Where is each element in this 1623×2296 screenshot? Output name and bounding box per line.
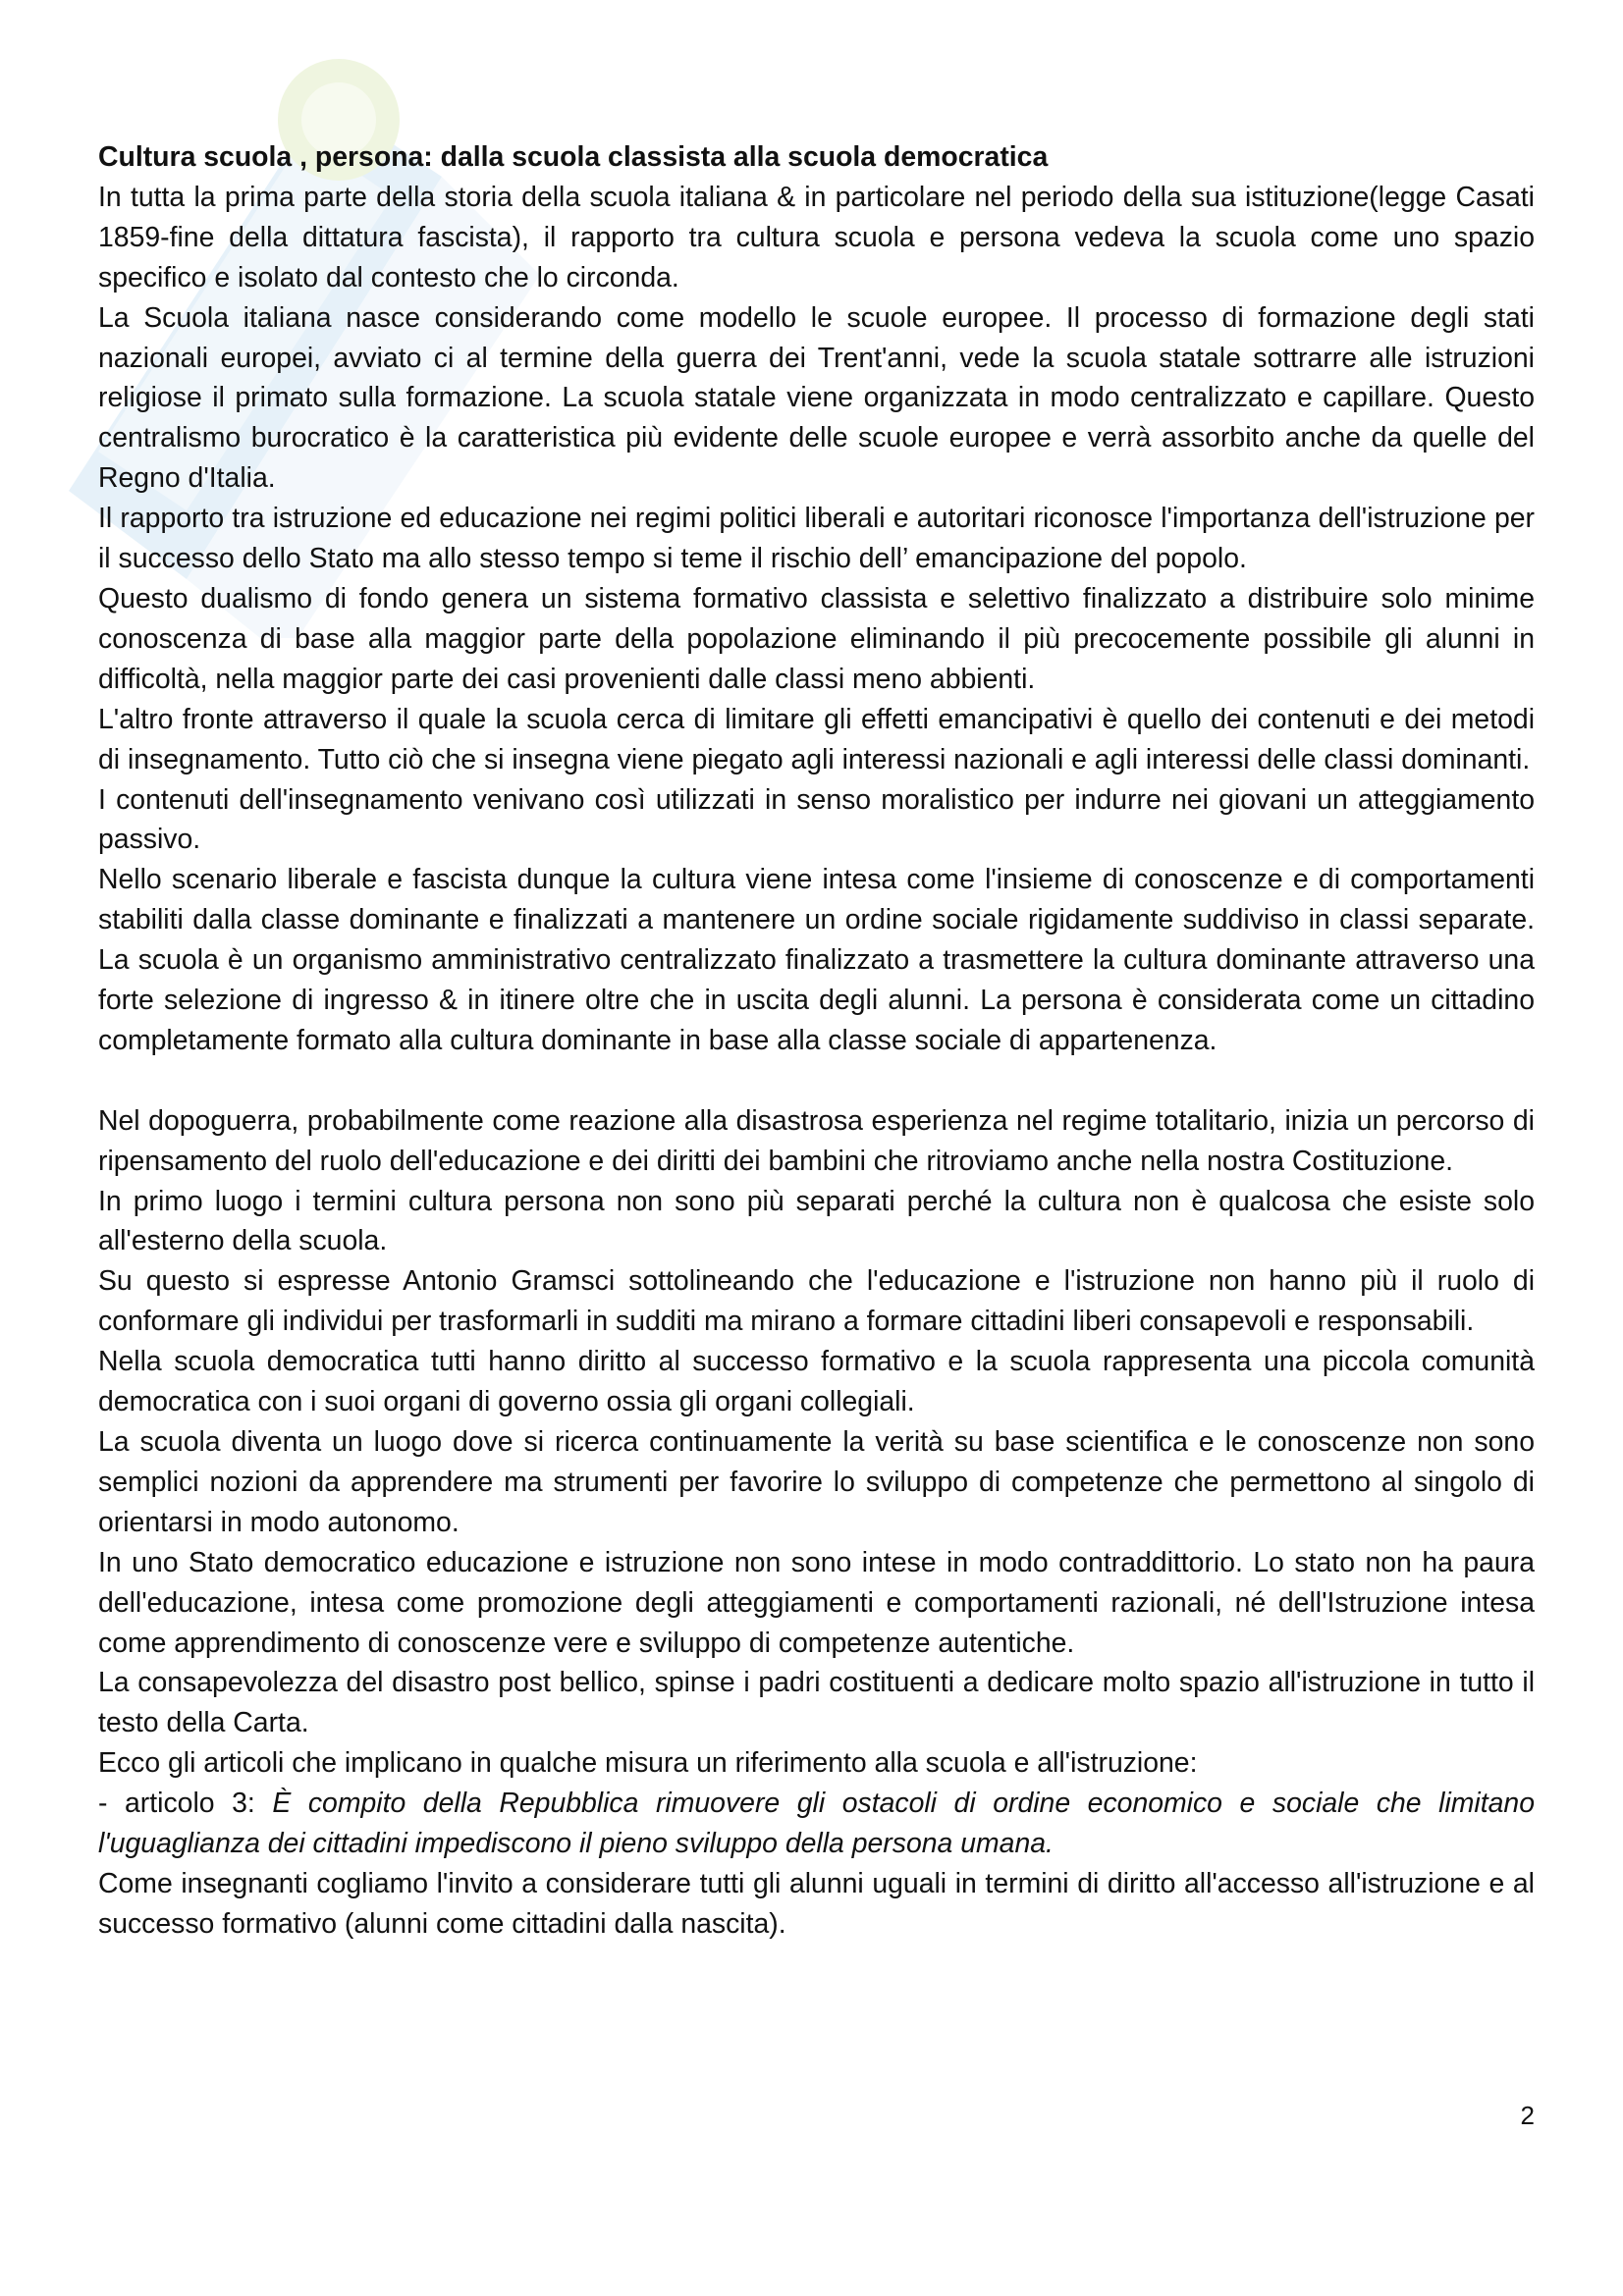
paragraph: Nel dopoguerra, probabilmente come reazione alla disastrosa esperienza nel regime totalitario, inizia un percorso di ripensamento del ruolo dell'educazione e dei diritti dei bambini che ritroviamo anche nella nostra Costituzione.: [98, 1104, 1535, 1177]
paragraph: I contenuti dell'insegnamento venivano così utilizzati in senso moralistico per indurre nei giovani un atteggiamento passivo.: [98, 783, 1535, 856]
paragraph: Questo dualismo di fondo genera un sistema formativo classista e selettivo finalizzato a distribuire solo minime conoscenza di base alla maggior parte della popolazione eliminando il più precocemente possibile gli alunni in difficoltà, nella maggior parte dei casi provenienti dalle classi meno abbienti.: [98, 582, 1535, 695]
page-number: 2: [1520, 2101, 1535, 2130]
paragraph: Il rapporto tra istruzione ed educazione nei regimi politici liberali e autoritari riconosce l'importanza dell'istruzione per il successo dello Stato ma allo stesso tempo si teme il rischio dell’ emancipazione del popolo.: [98, 503, 1535, 575]
paragraph: La Scuola italiana nasce considerando come modello le scuole europee. Il processo di formazione degli stati nazionali europei, avviato ci al termine della guerra dei Trent'anni, vede la scuola statale sottrarre alle istruzioni religiose il primato sulla formazione. La scuola statale viene organizzata in modo centralizzato e capillare. Questo centralismo burocratico è la caratteristica più evidente delle scuole europee e verrà assorbito anche da quelle del Regno d'Italia.: [98, 301, 1535, 495]
paragraph: Nello scenario liberale e fascista dunque la cultura viene intesa come l'insieme di conoscenze e di comportamenti stabiliti dalla classe dominante e finalizzati a mantenere un ordine sociale rigidamente suddiviso in classi separate. La scuola è un organismo amministrativo centralizzato finalizzato a trasmettere la cultura dominante attraverso una forte selezione di ingresso & in itinere oltre che in uscita degli alunni. La persona è considerata come un cittadino completamente formato alla cultura dominante in base alla classe sociale di appartenenza.: [98, 864, 1535, 1056]
paragraph: In tutta la prima parte della storia della scuola italiana & in particolare nel periodo della sua istituzione(legge Casati 1859-fine della dittatura fascista), il rapporto tra cultura scuola e persona vedeva la scuola come uno spazio specifico e isolato dal contesto che lo circonda.: [98, 181, 1535, 294]
paragraph: Ecco gli articoli che implicano in qualche misura un riferimento alla scuola e all'istruzione:: [98, 1747, 1198, 1780]
paragraph: La scuola diventa un luogo dove si ricerca continuamente la verità su base scientifica e le conoscenze non sono semplici nozioni da apprendere ma strumenti per favorire lo sviluppo di competenze che permettono al singolo di orientarsi in modo autonomo.: [98, 1425, 1535, 1538]
paragraph: Su questo si espresse Antonio Gramsci sottolineando che l'educazione e l'istruzione non hanno più il ruolo di conformare gli individui per trasformarli in sudditi ma mirano a formare cittadini liberi consapevoli e responsabili.: [98, 1265, 1535, 1338]
article-3-item: [98, 1784, 1535, 1864]
paragraph: La consapevolezza del disastro post bellico, spinse i padri costituenti a dedicare molto spazio all'istruzione in tutto il testo della Carta.: [98, 1667, 1535, 1739]
article-prefix: - articolo 3:: [98, 1788, 273, 1820]
paragraph: In primo luogo i termini cultura persona non sono più separati perché la cultura non è qualcosa che esiste solo all'esterno della scuola.: [98, 1185, 1535, 1257]
closing-paragraph: Come insegnanti cogliamo l'invito a considerare tutti gli alunni uguali in termini di diritto all'accesso all'istruzione e al successo formativo (alunni come cittadini dalla nascita).: [98, 1867, 1535, 1940]
paragraph: Nella scuola democratica tutti hanno diritto al successo formativo e la scuola rappresenta una piccola comunità democratica con i suoi organi di governo ossia gli organi collegiali.: [98, 1346, 1535, 1418]
document-page: [98, 137, 1535, 1945]
article-quote: È compito della Repubblica rimuovere gli ostacoli di ordine economico e sociale che limitano l'uguaglianza dei cittadini impediscono il pieno sviluppo della persona umana.: [98, 1788, 1535, 1860]
paragraph: L'altro fronte attraverso il quale la scuola cerca di limitare gli effetti emancipativi è quello dei contenuti e dei metodi di insegnamento. Tutto ciò che si insegna viene piegato agli interessi nazionali e agli interessi delle classi dominanti.: [98, 703, 1535, 775]
document-title: Cultura scuola , persona: dalla scuola classista alla scuola democratica: [98, 141, 1049, 173]
paragraph: In uno Stato democratico educazione e istruzione non sono intese in modo contraddittorio. Lo stato non ha paura dell'educazione, intesa come promozione degli atteggiamenti e comportamenti razionali, né dell'Istruzione intesa come apprendimento di conoscenze vere e sviluppo di competenze autentiche.: [98, 1546, 1535, 1659]
document-body: [98, 137, 1535, 1945]
